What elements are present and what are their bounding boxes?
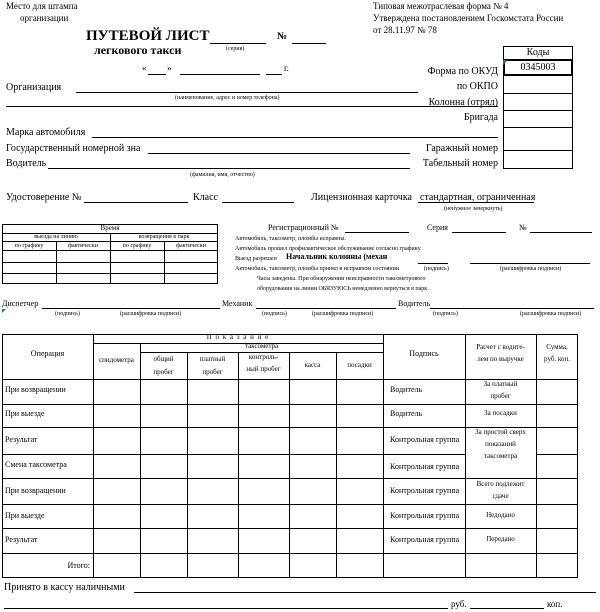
reg-decode-hint: (расшифровка подписи) <box>500 266 562 272</box>
mechanic-sig-hint: (подпись) <box>262 311 287 317</box>
mechanic-label: Механик <box>222 299 253 308</box>
kop-label: коп. <box>547 599 563 609</box>
dispatcher-decode-hint: (расшифровка подписи) <box>120 311 182 317</box>
calc-header-2: лем по выручке <box>477 355 524 363</box>
marker-icon <box>2 309 6 313</box>
rub-label: руб. <box>451 599 467 609</box>
mechanic-line[interactable] <box>256 308 396 309</box>
operation-header: Операция <box>30 349 65 358</box>
okud-label: Форма по ОКУД <box>427 66 498 77</box>
driver-decode-hint: (расшифровка подписи) <box>520 311 582 317</box>
time-sub-1: по графику <box>14 243 44 249</box>
row-5-calc-2: сдаче <box>492 492 509 500</box>
stamp-place-label: Место для штампа <box>6 1 78 11</box>
driver-line[interactable] <box>48 168 410 169</box>
row-1-calc-2: пробег <box>490 392 511 400</box>
dispatcher-sig-hint: (подпись) <box>55 311 80 317</box>
codes-header: Коды <box>503 46 573 60</box>
rub-line[interactable] <box>470 608 544 609</box>
readings-header: П о к а з а н и е <box>206 333 270 341</box>
landings-header: посадки <box>347 361 372 369</box>
license-card-value: стандартная, ограниченная <box>420 192 536 203</box>
control-run-h2: ный пробег <box>246 365 281 373</box>
number-line[interactable] <box>292 43 326 44</box>
license-card-label: Лицензионная карточка <box>311 192 412 203</box>
row-3-calc-2: показаний <box>485 440 516 448</box>
organization-line-2[interactable] <box>6 106 498 107</box>
page-title: ПУТЕВОЙ ЛИСТ <box>86 28 210 44</box>
reg-no-line[interactable] <box>530 232 592 233</box>
organization-hint: (наименование, адрес и номер телефона) <box>175 95 280 101</box>
sum-header-1: Сумма, <box>546 343 568 351</box>
row-3-operation: Результат <box>5 435 38 444</box>
car-brand-line[interactable] <box>92 137 498 138</box>
okud-marker-icon <box>503 60 508 65</box>
row-2-signature: Водитель <box>390 409 423 418</box>
row-1-signature: Водитель <box>390 385 423 394</box>
page-subtitle: легкового такси <box>94 43 182 57</box>
calc-header-1: Расчет с водите- <box>476 343 525 351</box>
row-6-operation: При выезде <box>5 511 45 520</box>
reg-line-3-prefix: Выезд разрешен <box>235 256 277 262</box>
reg-line-1: Автомобиль, таксометр, пломбы исправны. <box>235 236 346 242</box>
driver-sig-line[interactable] <box>430 308 594 309</box>
stamp-place-label-2: организации <box>20 13 69 23</box>
date-month-line[interactable] <box>180 74 260 75</box>
okpo-label: по ОКПО <box>456 81 498 92</box>
reg-no-sign: № <box>519 223 527 232</box>
row-6-signature: Контрольная группа <box>390 511 460 520</box>
row-3-signature: Контрольная группа <box>390 435 460 444</box>
license-card-hint: (ненужное зачеркнуть) <box>444 206 503 212</box>
driver-sig-label: Водитель <box>398 299 431 308</box>
column-label: Колонна (отряд) <box>428 97 498 108</box>
row-7-calc-1: Передано <box>486 535 515 543</box>
reg-series-line[interactable] <box>452 232 506 233</box>
total-label: Итого: <box>67 561 90 570</box>
reg-line-4: Автомобиль, таксометр, пломбы принял в исправном состоянии <box>235 266 400 272</box>
series-hint: (серия) <box>226 46 245 52</box>
taximeter-header: таксометра <box>244 342 279 350</box>
total-run-h2: пробег <box>153 368 174 376</box>
row-4-signature: Контрольная группа <box>390 462 460 471</box>
accepted-cash-line[interactable] <box>134 592 596 593</box>
row-4-operation: Смена таксометра <box>5 460 67 469</box>
license-label: Удостоверение № <box>6 192 82 203</box>
reg-number-line[interactable] <box>345 232 409 233</box>
departure-header: выезда на линию <box>34 234 78 240</box>
state-number-label: Государственный номерной зна <box>6 143 141 154</box>
reg-number-label: Регистрационный № <box>268 223 339 232</box>
dispatcher-label: Диспетчер <box>2 299 39 308</box>
row-3-calc-3: таксометра <box>483 452 518 460</box>
state-number-line[interactable] <box>148 153 410 154</box>
accepted-cash-line-2[interactable] <box>4 608 448 609</box>
reg-line-5: Часы заведены. При обнаружении неисправности таксометрового <box>257 276 426 282</box>
license-line[interactable] <box>84 202 188 203</box>
driver-label: Водитель <box>6 158 47 169</box>
row-5-operation: При возвращении <box>5 486 66 495</box>
row-2-calc-1: За посадки <box>484 409 517 417</box>
row-2-operation: При выезде <box>5 409 45 418</box>
reg-sig-hint: (подпись) <box>424 266 449 272</box>
control-run-h1: контроль- <box>248 353 279 361</box>
return-header: возвращения в парк <box>138 234 190 240</box>
date-quote-open: « <box>142 63 147 73</box>
date-day-line[interactable] <box>148 74 166 75</box>
row-1-calc-1: За платный <box>483 380 518 388</box>
mechanic-decode-hint: (расшифровка подписи) <box>312 311 374 317</box>
dispatcher-line[interactable] <box>42 308 220 309</box>
reg-series-label: Серия <box>427 223 448 232</box>
number-sign: № <box>277 31 288 42</box>
date-year-line[interactable] <box>266 74 282 75</box>
sum-header-2: руб. коп. <box>544 355 570 363</box>
tabel-number-label: Табельный номер <box>422 158 498 169</box>
row-6-calc-1: Недодано <box>486 511 515 519</box>
car-brand-label: Марка автомобиля <box>6 127 86 138</box>
garage-number-label: Гаражный номер <box>425 143 498 154</box>
accepted-cash-label: Принято в кассу наличными <box>4 582 125 593</box>
organization-line[interactable] <box>76 92 418 93</box>
okud-code-value: 0345003 <box>520 62 556 73</box>
time-table-header: Время <box>100 224 120 232</box>
approved-label: Утверждена постановлением Госкомстата России <box>373 13 564 23</box>
row-3-calc-1: За простой сверх <box>475 428 526 436</box>
time-sub-2: фактически <box>68 243 98 249</box>
paid-run-h1: платный <box>199 355 226 363</box>
year-suffix: г. <box>284 63 289 73</box>
class-line[interactable] <box>222 202 294 203</box>
form-type-label: Типовая межотраслевая форма № 4 <box>373 1 509 11</box>
signature-header: Подпись <box>409 349 439 358</box>
reg-line-2: Автомобиль прошел профилактическое обслуживание согласно графику. <box>235 246 422 252</box>
approved-date-label: от 28.11.97 № 78 <box>373 25 437 35</box>
paid-run-h2: пробег <box>202 368 223 376</box>
row-5-signature: Контрольная группа <box>390 486 460 495</box>
driver-sig-hint: (подпись) <box>433 311 458 317</box>
driver-hint: (фамилия, имя, отчество) <box>190 172 255 178</box>
time-sub-4: фактически <box>176 243 206 249</box>
column-chief-label: Начальник колонны (механ <box>286 252 388 261</box>
total-run-h1: общий <box>153 355 174 363</box>
row-1-operation: При возвращении <box>5 385 66 394</box>
row-7-operation: Результат <box>5 535 38 544</box>
brigade-label: Бригада <box>463 112 498 123</box>
time-sub-3: по графику <box>122 243 152 249</box>
row-5-calc-1: Всего подлежит <box>476 480 525 488</box>
organization-label: Организация <box>6 82 62 93</box>
cash-header: касса <box>304 361 321 369</box>
date-quote-close: » <box>167 63 172 73</box>
row-7-signature: Контрольная группа <box>390 535 460 544</box>
series-line[interactable] <box>210 43 266 44</box>
class-label: Класс <box>193 192 218 203</box>
speedometer-header: спидометра <box>99 356 134 364</box>
reg-line-6: оборудования на линии ОБЯЗУЮСЬ немедленно вернуться в парк. <box>257 286 429 292</box>
